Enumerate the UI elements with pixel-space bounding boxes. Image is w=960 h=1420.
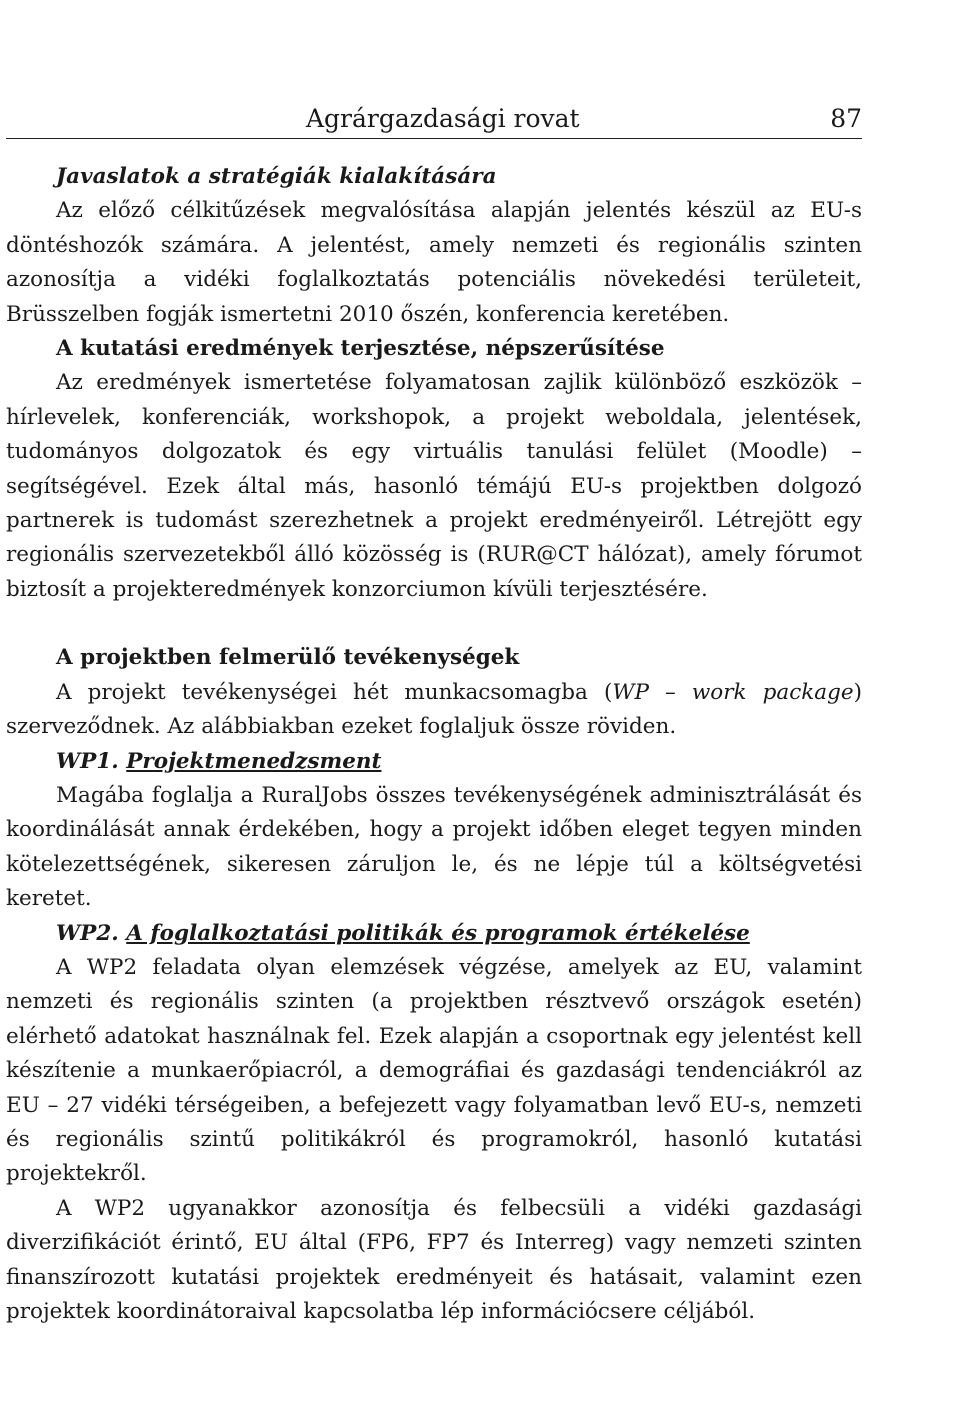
section-title: Agrárgazdasági rovat [306,104,580,133]
heading-strategies: Javaslatok a stratégiák kialakítására [56,164,497,189]
paragraph-activities [6,676,862,745]
heading-wp2 [6,917,862,951]
heading-wp1 [6,745,862,779]
paragraph-dissemination: Az eredmények ismertetése folyamatosan zajlik különböző eszközök – hírlevelek, konferenciák, workshopok, a projekt weboldala, jelentések, tudományos dolgozatok és egy virtuális tanulási felület (Moodle) – segítségével. Ezek által más, hasonló témájú EU-s projektben dolgozó partnerek is tudomást szerezhetnek a projekt eredményeiről. Létrejött egy regionális szervezetekből álló közösség is (RUR@CT hálózat), amely fórumot biztosít a projekteredmények konzorciumon kívüli terjesztésére. [6,370,862,602]
wp2-number: WP2. [56,920,119,946]
paragraph-strategies: Az előző célkitűzések megvalósítása alapján jelentés készül az EU-s döntéshozók számára. A jelentést, amely nemzeti és regionális szinten azonosítja a vidéki foglalkoztatás potenciális növekedési területeit, Brüsszelben fogják ismertetni 2010 őszén, konferencia keretében. [6,198,862,327]
running-header [6,100,862,139]
wp1-number: WP1. [56,748,119,774]
page-number: 87 [830,104,862,133]
heading-dissemination: A kutatási eredmények terjesztése, népszerűsítése [56,336,665,362]
spacer [6,607,862,641]
activities-text-start: A projekt tevékenységei hét munkacsomagba ( [56,679,613,705]
wp1-title: Projektmenedzsment [126,748,382,774]
paragraph-wp1: Magába foglalja a RuralJobs összes tevékenységének adminisztrálását és koordinálását annak érdekében, hogy a projekt időben eleget tegyen minden kötelezettségének, sikeresen záruljon le, és ne lépje túl a költségvetési keretet. [6,782,862,912]
paragraph-wp2-1: A WP2 feladata olyan elemzések végzése, amelyek az EU, valamint nemzeti és regionális szinten (a projektben résztvevő országok esetén) elérhető adatokat használnak fel. Ezek alapján a csoportnak egy jelentést kell készítenie a munkaerőpiacról, a demográfiai és gazdasági tendenciákról az EU – 27 vidéki térségeiben, a befejezett vagy folyamatban levő EU-s, nemzeti és regionális szintű politikákról és programokról, hasonló kutatási projektekről. [6,954,862,1187]
activities-text-end: ) szerveződnek. Az alábbiakban ezeket foglaljuk össze röviden. [6,679,862,740]
page-body [6,160,862,1329]
wp2-title: A foglalkoztatási politikák és programok értékelése [126,920,750,946]
paragraph-wp2-2: A WP2 ugyanakkor azonosítja és felbecsüli a vidéki gazdasági diverzifikációt érintő, EU által (FP6, FP7 és Interreg) vagy nemzeti szinten finanszírozott kutatási projektek eredményeit és hatásait, valamint ezen projektek koordinátoraival kapcsolatba lép információcsere céljából. [6,1195,862,1324]
heading-activities: A projektben felmerülő tevékenységek [56,645,520,671]
activities-text-italic: WP – work package [612,679,854,705]
